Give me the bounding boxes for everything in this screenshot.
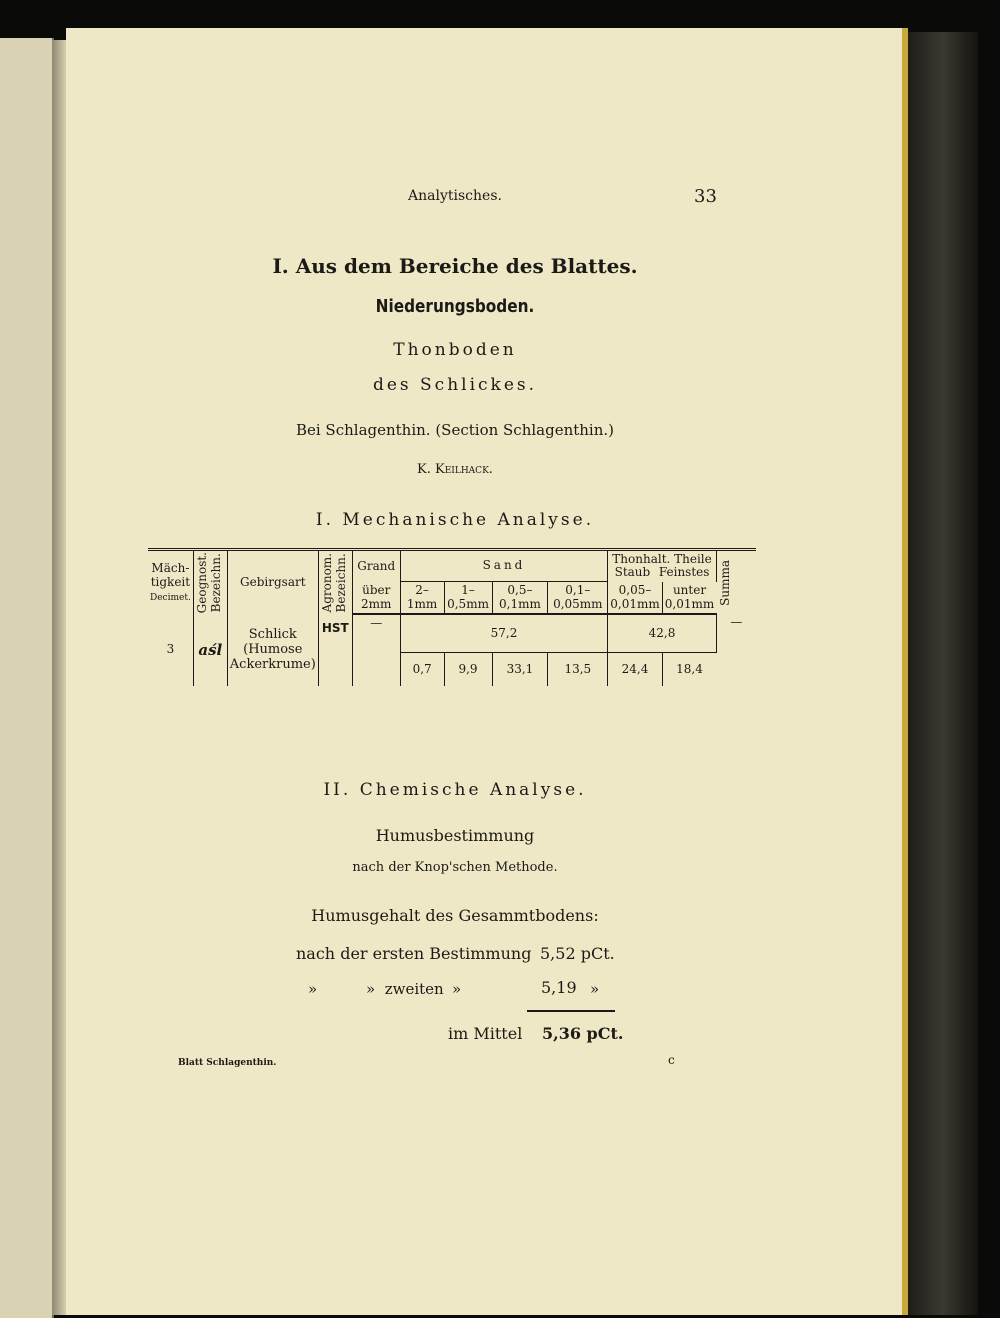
sheet-footer: Blatt Schlagenthin. — [178, 1058, 277, 1068]
ditto-mark: » — [308, 980, 318, 998]
running-title: Analytisches. — [408, 188, 502, 204]
col-sand-2: 1– 0,5mm — [444, 582, 492, 614]
soil-origin: des Schlickes. — [372, 375, 538, 395]
col-sand: Sand — [400, 550, 608, 582]
soil-type: Thonboden — [393, 340, 517, 360]
col-decimet: Decimet. — [150, 592, 191, 603]
mean-value: 5,36 pCt. — [542, 1024, 624, 1043]
sum-rule — [527, 1010, 615, 1012]
ditto-mark: » — [590, 980, 600, 998]
col-summa: Summa — [716, 550, 756, 615]
first-measurement-label: nach der ersten Bestimmung — [296, 944, 532, 963]
method-note: nach der Knop'schen Methode. — [352, 860, 558, 875]
chemical-analysis-heading: II. Chemische Analyse. — [323, 780, 587, 800]
humus-title: Humusbestimmung — [375, 826, 535, 845]
page-number: 33 — [694, 186, 717, 207]
cell-geognost: aśl — [193, 614, 227, 686]
cell-sand-total: 57,2 — [400, 614, 608, 652]
col-gebirgsart: Gebirgsart — [227, 550, 318, 615]
mechanical-analysis-table — [148, 548, 756, 686]
location: Bei Schlagenthin. (Section Schlagenthin.) — [295, 421, 615, 439]
col-agronom: Agronom. Bezeichn. — [318, 550, 352, 615]
col-thon: Thonhalt. Theile Staub Feinstes — [608, 550, 716, 582]
cell-thon-total: 42,8 — [608, 614, 716, 652]
left-page-edge — [0, 38, 54, 1318]
second-measurement-value: 5,19 — [541, 978, 577, 997]
humus-content-title: Humusgehalt des Gesammtbodens: — [311, 906, 599, 925]
col-staub-sub: 0,05– 0,01mm — [608, 582, 662, 614]
cell-sand-1: 0,7 — [400, 652, 444, 686]
col-grand-sub: über 2mm — [352, 582, 400, 614]
cell-feinstes: 18,4 — [662, 652, 716, 686]
mean-label: im Mittel — [448, 1024, 523, 1043]
signature-mark: c — [668, 1053, 675, 1067]
cell-agronom: HST — [318, 614, 352, 686]
book-cover-edge — [908, 32, 978, 1315]
author: K. Keilhack. — [417, 462, 493, 477]
cell-sand-4: 13,5 — [548, 652, 608, 686]
col-sand-3: 0,5– 0,1mm — [492, 582, 548, 614]
cell-staub: 24,4 — [608, 652, 662, 686]
cell-summa: — — [730, 615, 743, 630]
cell-sand-3: 33,1 — [492, 652, 548, 686]
col-maechtigkeit: Mäch- tigkeit Decimet. — [148, 550, 193, 615]
second-measurement-label: » zweiten — [366, 980, 444, 998]
section-subtitle: Niederungsboden. — [375, 296, 535, 317]
col-feinstes-sub: unter 0,01mm — [662, 582, 716, 614]
cell-sand-2: 9,9 — [444, 652, 492, 686]
col-geognost: Geognost. Bezeichn. — [193, 550, 227, 615]
cell-maechtigkeit: 3 — [148, 614, 193, 686]
mechanical-analysis-heading: I. Mechanische Analyse. — [315, 510, 595, 530]
first-measurement-value: 5,52 pCt. — [540, 944, 615, 963]
col-sand-1: 2– 1mm — [400, 582, 444, 614]
cell-gebirgsart: Schlick (Humose Ackerkrume) — [227, 614, 318, 686]
cell-grand: — — [352, 614, 400, 686]
col-sand-4: 0,1– 0,05mm — [548, 582, 608, 614]
col-grand: Grand — [352, 550, 400, 582]
ditto-mark: » — [452, 980, 462, 998]
section-title: I. Aus dem Bereiche des Blattes. — [272, 254, 638, 278]
